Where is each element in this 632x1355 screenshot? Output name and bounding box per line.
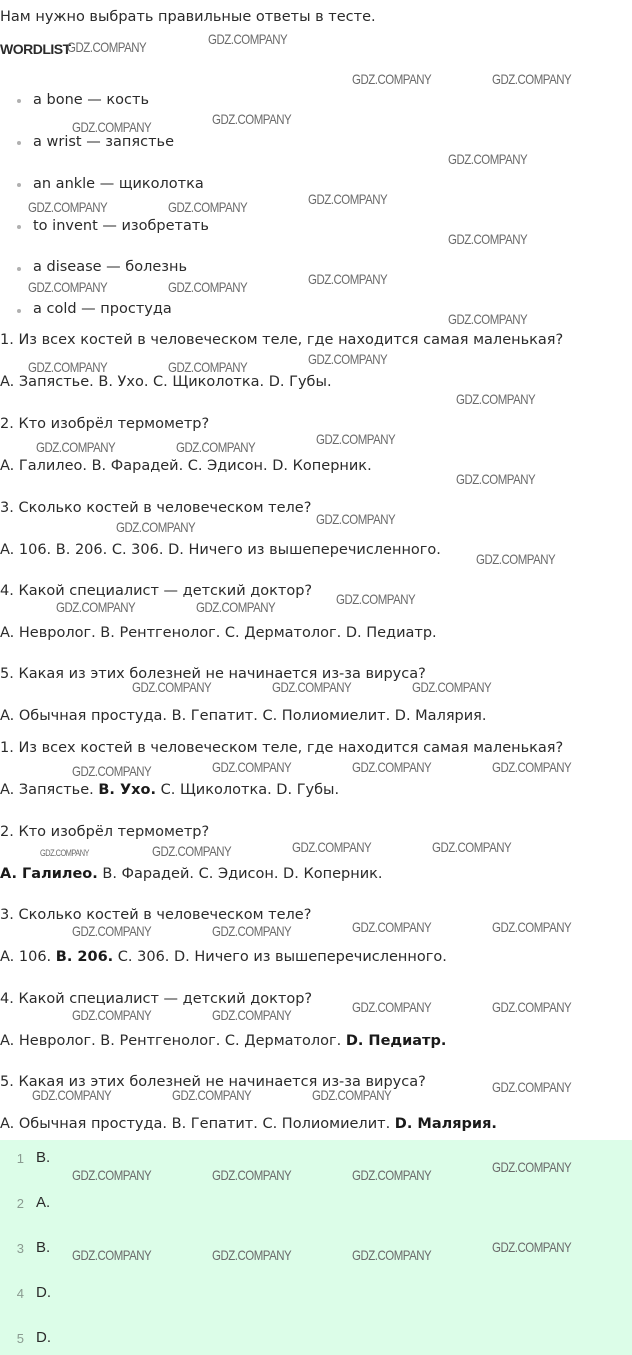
question: 4. Какой специалист — детский доктор? [0,583,313,599]
wordlist-item: a cold — простуда [33,301,172,317]
watermark: GDZ.COMPANY [176,439,256,455]
correct-answer: D. Малярия. [394,1116,497,1132]
watermark: GDZ.COMPANY [352,999,432,1015]
watermark: GDZ.COMPANY [456,471,536,487]
answered-options: A. Обычная простуда. B. Гепатит. C. Полиомиелит. D. Малярия. [0,1116,497,1132]
watermark: GDZ.COMPANY [168,279,248,295]
watermark: GDZ.COMPANY [172,1087,252,1103]
bullet-icon [17,99,21,103]
watermark: GDZ.COMPANY [72,1167,152,1183]
watermark: GDZ.COMPANY [72,1007,152,1023]
watermark: GDZ.COMPANY [492,1159,572,1175]
watermark: GDZ.COMPANY [196,599,276,615]
watermark: GDZ.COMPANY [492,759,572,775]
question-options: A. Невролог. B. Рентгенолог. C. Дерматолог. D. Педиатр. [0,625,437,641]
correct-answer: B. Ухо. [98,782,156,798]
answer-number: 4 [16,1286,24,1301]
correct-answer: A. Галилео. [0,866,98,882]
watermark: GDZ.COMPANY [352,1167,432,1183]
watermark: GDZ.COMPANY [448,311,528,327]
correct-answer: B. 206. [55,949,114,965]
watermark: GDZ.COMPANY [208,31,288,47]
correct-answer: D. Педиатр. [345,1033,447,1049]
watermark: GDZ.COMPANY [28,359,108,375]
watermark: GDZ.COMPANY [36,439,116,455]
answered-question: 1. Из всех костей в человеческом теле, где находится самая маленькая? [0,740,564,756]
answered-question: 5. Какая из этих болезней не начинается из-за вируса? [0,1074,426,1090]
wordlist-item: a disease — болезнь [33,259,188,275]
question: 1. Из всех костей в человеческом теле, где находится самая маленькая? [0,332,564,348]
watermark: GDZ.COMPANY [492,1239,572,1255]
answer-number: 3 [16,1241,24,1256]
watermark: GDZ.COMPANY [352,919,432,935]
wordlist-heading: WORDLIST [0,41,71,57]
wordlist-item: an ankle — щиколотка [33,176,204,192]
watermark: GDZ.COMPANY [212,111,292,127]
answered-options: A. Галилео. B. Фарадей. C. Эдисон. D. Коперник. [0,866,383,882]
watermark: GDZ.COMPANY [212,1007,292,1023]
watermark: GDZ.COMPANY [336,591,416,607]
question: 2. Кто изобрёл термометр? [0,416,210,432]
watermark: GDZ.COMPANY [292,839,372,855]
answer-value: B. [36,1149,51,1166]
watermark: GDZ.COMPANY [492,1079,572,1095]
question-options: A. Галилео. B. Фарадей. C. Эдисон. D. Коперник. [0,458,372,474]
watermark: GDZ.COMPANY [492,999,572,1015]
watermark: GDZ.COMPANY [308,191,388,207]
question: 5. Какая из этих болезней не начинается из-за вируса? [0,666,426,682]
watermark: GDZ.COMPANY [56,599,136,615]
answered-options: A. Запястье. B. Ухо. C. Щиколотка. D. Губы. [0,782,340,798]
watermark: GDZ.COMPANY [308,271,388,287]
watermark: GDZ.COMPANY [316,431,396,447]
watermark: GDZ.COMPANY [456,391,536,407]
answer-number: 5 [16,1331,24,1346]
answered-options: A. Невролог. B. Рентгенолог. C. Дерматолог. D. Педиатр. [0,1033,447,1049]
answer-value: D. [36,1329,51,1346]
watermark: GDZ.COMPANY [168,199,248,215]
watermark: GDZ.COMPANY [40,848,89,858]
watermark: GDZ.COMPANY [212,1167,292,1183]
answered-question: 4. Какой специалист — детский доктор? [0,991,313,1007]
watermark: GDZ.COMPANY [492,71,572,87]
answered-question: 2. Кто изобрёл термометр? [0,824,210,840]
watermark: GDZ.COMPANY [28,199,108,215]
answer-value: A. [36,1194,51,1211]
watermark: GDZ.COMPANY [212,1247,292,1263]
bullet-icon [17,267,21,271]
watermark: GDZ.COMPANY [432,839,512,855]
watermark: GDZ.COMPANY [352,71,432,87]
watermark: GDZ.COMPANY [212,923,292,939]
watermark: GDZ.COMPANY [448,231,528,247]
answered-options: A. 106. B. 206. C. 306. D. Ничего из вышеперечисленного. [0,949,447,965]
watermark: GDZ.COMPANY [352,759,432,775]
bullet-icon [17,141,21,145]
watermark: GDZ.COMPANY [272,679,352,695]
bullet-icon [17,309,21,313]
answer-value: B. [36,1239,51,1256]
question-options: A. 106. B. 206. C. 306. D. Ничего из вышеперечисленного. [0,542,441,558]
watermark: GDZ.COMPANY [116,519,196,535]
answer-number: 1 [16,1151,24,1166]
intro-text: Нам нужно выбрать правильные ответы в тесте. [0,9,376,25]
watermark: GDZ.COMPANY [132,679,212,695]
wordlist-item: to invent — изобретать [33,218,209,234]
watermark: GDZ.COMPANY [412,679,492,695]
watermark: GDZ.COMPANY [72,923,152,939]
question-options: A. Обычная простуда. B. Гепатит. C. Полиомиелит. D. Малярия. [0,708,487,724]
watermark: GDZ.COMPANY [28,279,108,295]
watermark: GDZ.COMPANY [312,1087,392,1103]
question-options: A. Запястье. B. Ухо. C. Щиколотка. D. Губы. [0,374,332,390]
watermark: GDZ.COMPANY [212,759,292,775]
question: 3. Сколько костей в человеческом теле? [0,500,312,516]
watermark: GDZ.COMPANY [72,1247,152,1263]
watermark: GDZ.COMPANY [152,843,232,859]
watermark: GDZ.COMPANY [352,1247,432,1263]
watermark: GDZ.COMPANY [168,359,248,375]
answer-value: D. [36,1284,51,1301]
wordlist-item: a bone — кость [33,92,149,108]
watermark: GDZ.COMPANY [476,551,556,567]
bullet-icon [17,183,21,187]
watermark: GDZ.COMPANY [448,151,528,167]
watermark: GDZ.COMPANY [308,351,388,367]
wordlist-item: a wrist — запястье [33,134,174,150]
watermark: GDZ.COMPANY [72,119,152,135]
answer-number: 2 [16,1196,24,1211]
watermark: GDZ.COMPANY [72,763,152,779]
bullet-icon [17,225,21,229]
watermark: GDZ.COMPANY [32,1087,112,1103]
watermark: GDZ.COMPANY [492,919,572,935]
watermark: GDZ.COMPANY [67,39,147,55]
answered-question: 3. Сколько костей в человеческом теле? [0,907,312,923]
watermark: GDZ.COMPANY [316,511,396,527]
